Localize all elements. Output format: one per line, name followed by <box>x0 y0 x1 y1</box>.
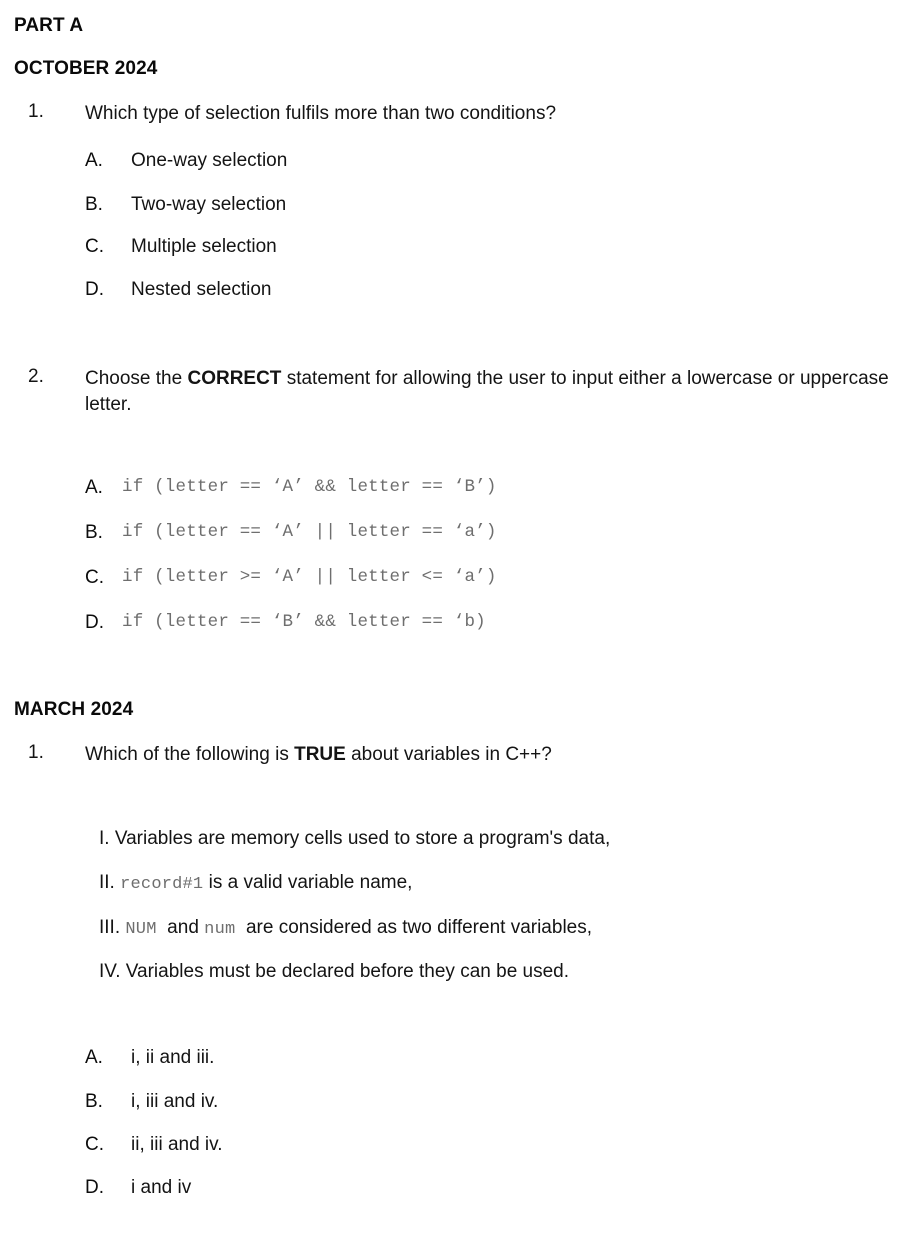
option-row-mar1-a[interactable] <box>0 1047 912 1075</box>
inline-code: num <box>204 920 236 939</box>
statement-run: is a valid variable name, <box>203 872 413 893</box>
statement-run: I. Variables are memory cells used to store a program's data, <box>99 828 611 849</box>
part-label: PART A <box>14 15 84 36</box>
option-text: i and iv <box>131 1177 192 1198</box>
option-letter: D. <box>85 279 104 300</box>
option-row-mar1-d[interactable] <box>0 1177 912 1205</box>
option-code-text: if (letter == ‘A’ && letter == ‘B’) <box>122 477 497 497</box>
option-text: i, ii and iii. <box>131 1047 215 1068</box>
option-letter: A. <box>85 477 103 498</box>
question-text-run: statement for allowing the user to input either a lowercase or uppercase letter. <box>85 368 889 415</box>
question-number: 1. <box>28 101 44 122</box>
question-number: 1. <box>28 742 44 763</box>
option-letter: D. <box>85 612 104 633</box>
option-row-oct2-a[interactable] <box>0 477 912 505</box>
option-letter: B. <box>85 522 103 543</box>
roman-statement <box>99 961 899 983</box>
question-text-run: about variables in C++? <box>345 744 552 765</box>
option-row-oct1-a[interactable] <box>0 150 912 178</box>
question-text <box>85 366 907 418</box>
statement-run: and <box>156 917 205 938</box>
option-text: Multiple selection <box>131 236 277 257</box>
option-letter: A. <box>85 1047 103 1068</box>
option-row-mar1-c[interactable] <box>0 1134 912 1162</box>
section-heading-october: OCTOBER 2024 <box>14 58 158 79</box>
question-text <box>85 101 907 127</box>
statement-run: II. <box>99 872 121 893</box>
option-letter: D. <box>85 1177 104 1198</box>
question-text-run: Which type of selection fulfils more than two conditions? <box>85 103 557 124</box>
option-text: ii, iii and iv. <box>131 1134 223 1155</box>
option-text: One-way selection <box>131 150 288 171</box>
option-row-oct1-d[interactable] <box>0 279 912 307</box>
option-text: Nested selection <box>131 279 272 300</box>
question-text-run: Choose the <box>85 368 188 389</box>
option-letter: C. <box>85 567 104 588</box>
option-code-text: if (letter == ‘B’ && letter == ‘b) <box>122 612 486 632</box>
option-code-text: if (letter == ‘A’ || letter == ‘a’) <box>122 522 497 542</box>
option-row-oct2-d[interactable] <box>0 612 912 640</box>
option-row-mar1-b[interactable] <box>0 1091 912 1119</box>
inline-code: record#1 <box>120 875 204 894</box>
section-heading-march: MARCH 2024 <box>14 699 134 720</box>
option-row-oct2-c[interactable] <box>0 567 912 595</box>
statement-run: IV. Variables must be declared before they can be used. <box>99 961 570 982</box>
option-letter: C. <box>85 236 104 257</box>
question-text-emphasis: TRUE <box>294 744 346 765</box>
option-row-oct1-c[interactable] <box>0 236 912 264</box>
statement-run: are considered as two different variables, <box>235 917 593 938</box>
roman-statement <box>99 828 899 850</box>
question-text-run: Which of the following is <box>85 744 295 765</box>
option-row-oct1-b[interactable] <box>0 194 912 222</box>
question-text-emphasis: CORRECT <box>187 368 282 389</box>
statement-run: III. <box>99 917 126 938</box>
option-letter: C. <box>85 1134 104 1155</box>
option-row-oct2-b[interactable] <box>0 522 912 550</box>
option-letter: B. <box>85 1091 103 1112</box>
roman-statement <box>99 917 899 939</box>
roman-statement <box>99 872 899 894</box>
option-code-text: if (letter >= ‘A’ || letter <= ‘a’) <box>122 567 497 587</box>
option-letter: A. <box>85 150 103 171</box>
question-number: 2. <box>28 366 44 387</box>
inline-code: NUM <box>125 920 157 939</box>
option-text: Two-way selection <box>131 194 287 215</box>
option-letter: B. <box>85 194 103 215</box>
question-text <box>85 742 907 768</box>
option-text: i, iii and iv. <box>131 1091 219 1112</box>
